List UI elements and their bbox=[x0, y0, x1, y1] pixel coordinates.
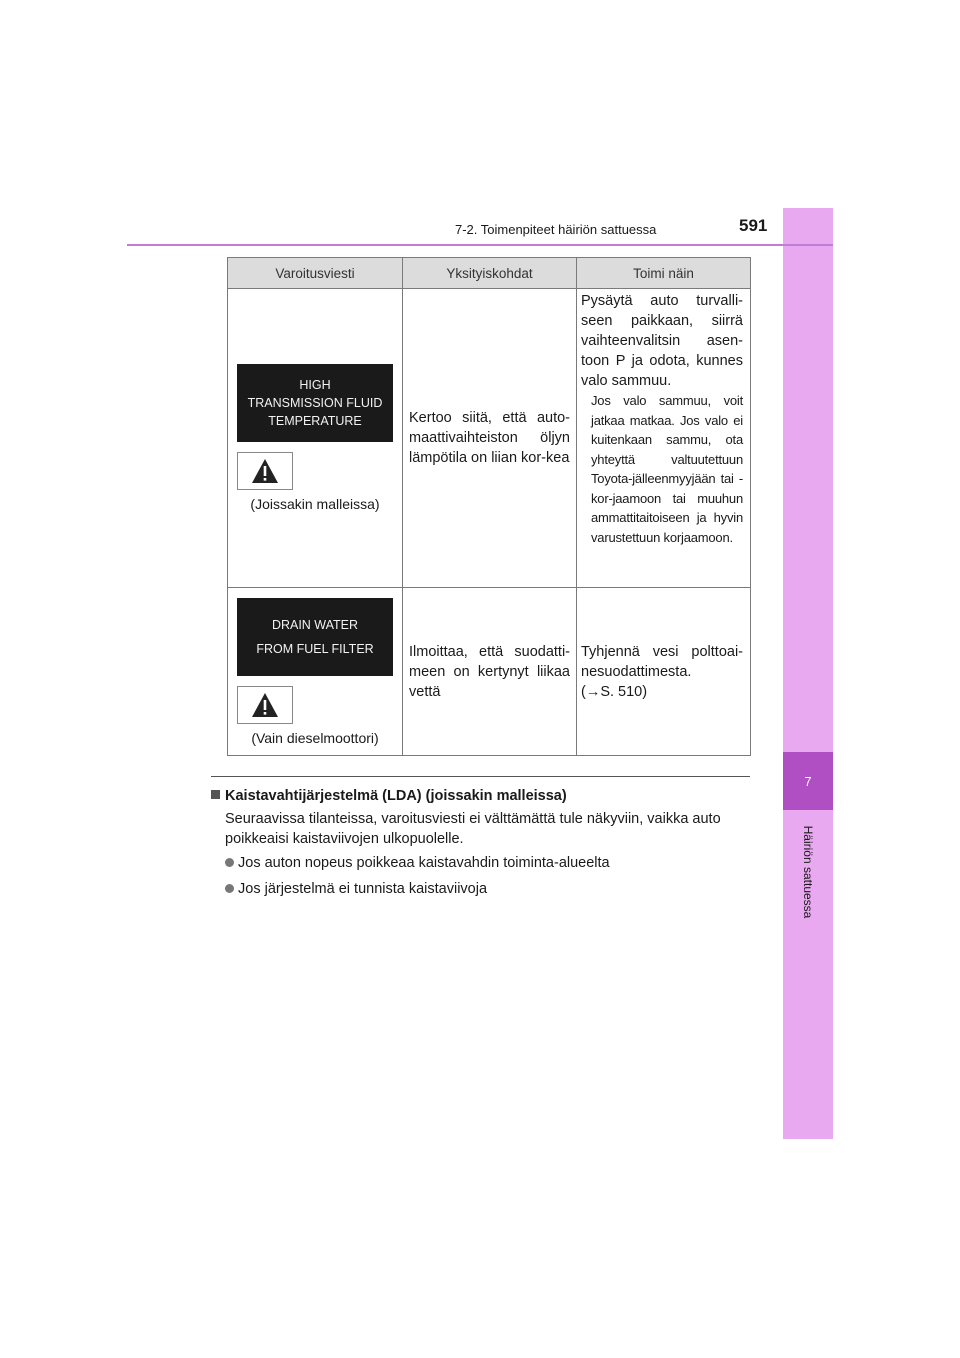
display-line: DRAIN WATER bbox=[271, 617, 359, 632]
warning-triangle-icon bbox=[237, 686, 293, 724]
chapter-number-tab[interactable] bbox=[783, 752, 833, 810]
display-line: TEMPERATURE bbox=[268, 414, 362, 428]
action-note: Jos valo sammuu, voit jatkaa matkaa. Jos valo ei kuitenkaan sammu, ota yhteyttä valtuutettuun Toyota-jälleenmyyjään tai -kor-jaamoon tai muuhun ammattitaitoiseen ja hyvin varustettuun korjaamoon. bbox=[591, 393, 743, 545]
warning-triangle-icon bbox=[237, 452, 293, 490]
list-item-text: Jos auton nopeus poikkeaa kaistavahdin toiminta-alueelta bbox=[238, 855, 610, 871]
column-header-warning: Varoitusviesti bbox=[228, 258, 403, 289]
details-cell bbox=[403, 588, 577, 756]
list-item bbox=[225, 881, 487, 897]
list-item-text: Jos järjestelmä ei tunnista kaistaviivoja bbox=[238, 881, 488, 897]
section-divider bbox=[211, 776, 750, 777]
model-variant-note: (Joissakin malleissa) bbox=[250, 496, 380, 512]
warning-display-image bbox=[237, 364, 393, 442]
display-line: FROM FUEL FILTER bbox=[256, 641, 374, 656]
table-row bbox=[228, 588, 751, 756]
warning-table bbox=[227, 257, 751, 756]
table-row bbox=[228, 289, 751, 588]
section-body: Seuraavissa tilanteissa, varoitusviesti ei välttämättä tule näkyviin, vaikka auto poikkeaisi kaistaviivojen ulkopuolelle. bbox=[225, 811, 721, 847]
action-text: Pysäytä auto turvalli-seen paikkaan, siirrä vaihteenvalitsin asen-toon P ja odota, kunnes valo sammuu. bbox=[581, 293, 743, 389]
list-item bbox=[225, 855, 610, 871]
section-title bbox=[211, 788, 567, 804]
page-number: 591 bbox=[739, 216, 768, 235]
header-divider bbox=[127, 244, 833, 246]
action-text: Tyhjennä vesi polttoai-nesuodattimesta. bbox=[581, 643, 743, 680]
model-variant-note: (Vain dieselmoottori) bbox=[251, 729, 379, 746]
bullet-dot-icon bbox=[225, 884, 234, 893]
details-text: Kertoo siitä, että auto-maattivaihteiston öljyn lämpötila on liian kor-kea bbox=[409, 410, 570, 466]
page-reference-link[interactable]: (→S. 510) bbox=[581, 683, 648, 700]
details-text: Ilmoittaa, että suodatti-meen on kertynyt liikaa vettä bbox=[409, 643, 570, 700]
display-line: HIGH bbox=[299, 378, 331, 392]
square-bullet-icon bbox=[211, 790, 220, 799]
warning-cell bbox=[228, 588, 403, 756]
table-header-row bbox=[228, 258, 751, 289]
action-cell bbox=[577, 289, 751, 588]
action-cell bbox=[577, 588, 751, 756]
column-header-action: Toimi näin bbox=[577, 258, 751, 289]
chapter-title: Häiriön sattuessa bbox=[801, 825, 815, 919]
section-header: 7-2. Toimenpiteet häiriön sattuessa bbox=[455, 222, 657, 237]
details-cell bbox=[403, 289, 577, 588]
warning-display-image bbox=[237, 598, 393, 676]
chapter-side-tab bbox=[783, 208, 833, 1139]
column-header-details: Yksityiskohdat bbox=[403, 258, 577, 289]
chapter-number: 7 bbox=[804, 773, 812, 789]
bullet-dot-icon bbox=[225, 858, 234, 867]
section-title-text: Kaistavahtijärjestelmä (LDA) (joissakin malleissa) bbox=[225, 788, 567, 804]
display-line: TRANSMISSION FLUID bbox=[247, 396, 383, 410]
warning-cell bbox=[228, 289, 403, 588]
